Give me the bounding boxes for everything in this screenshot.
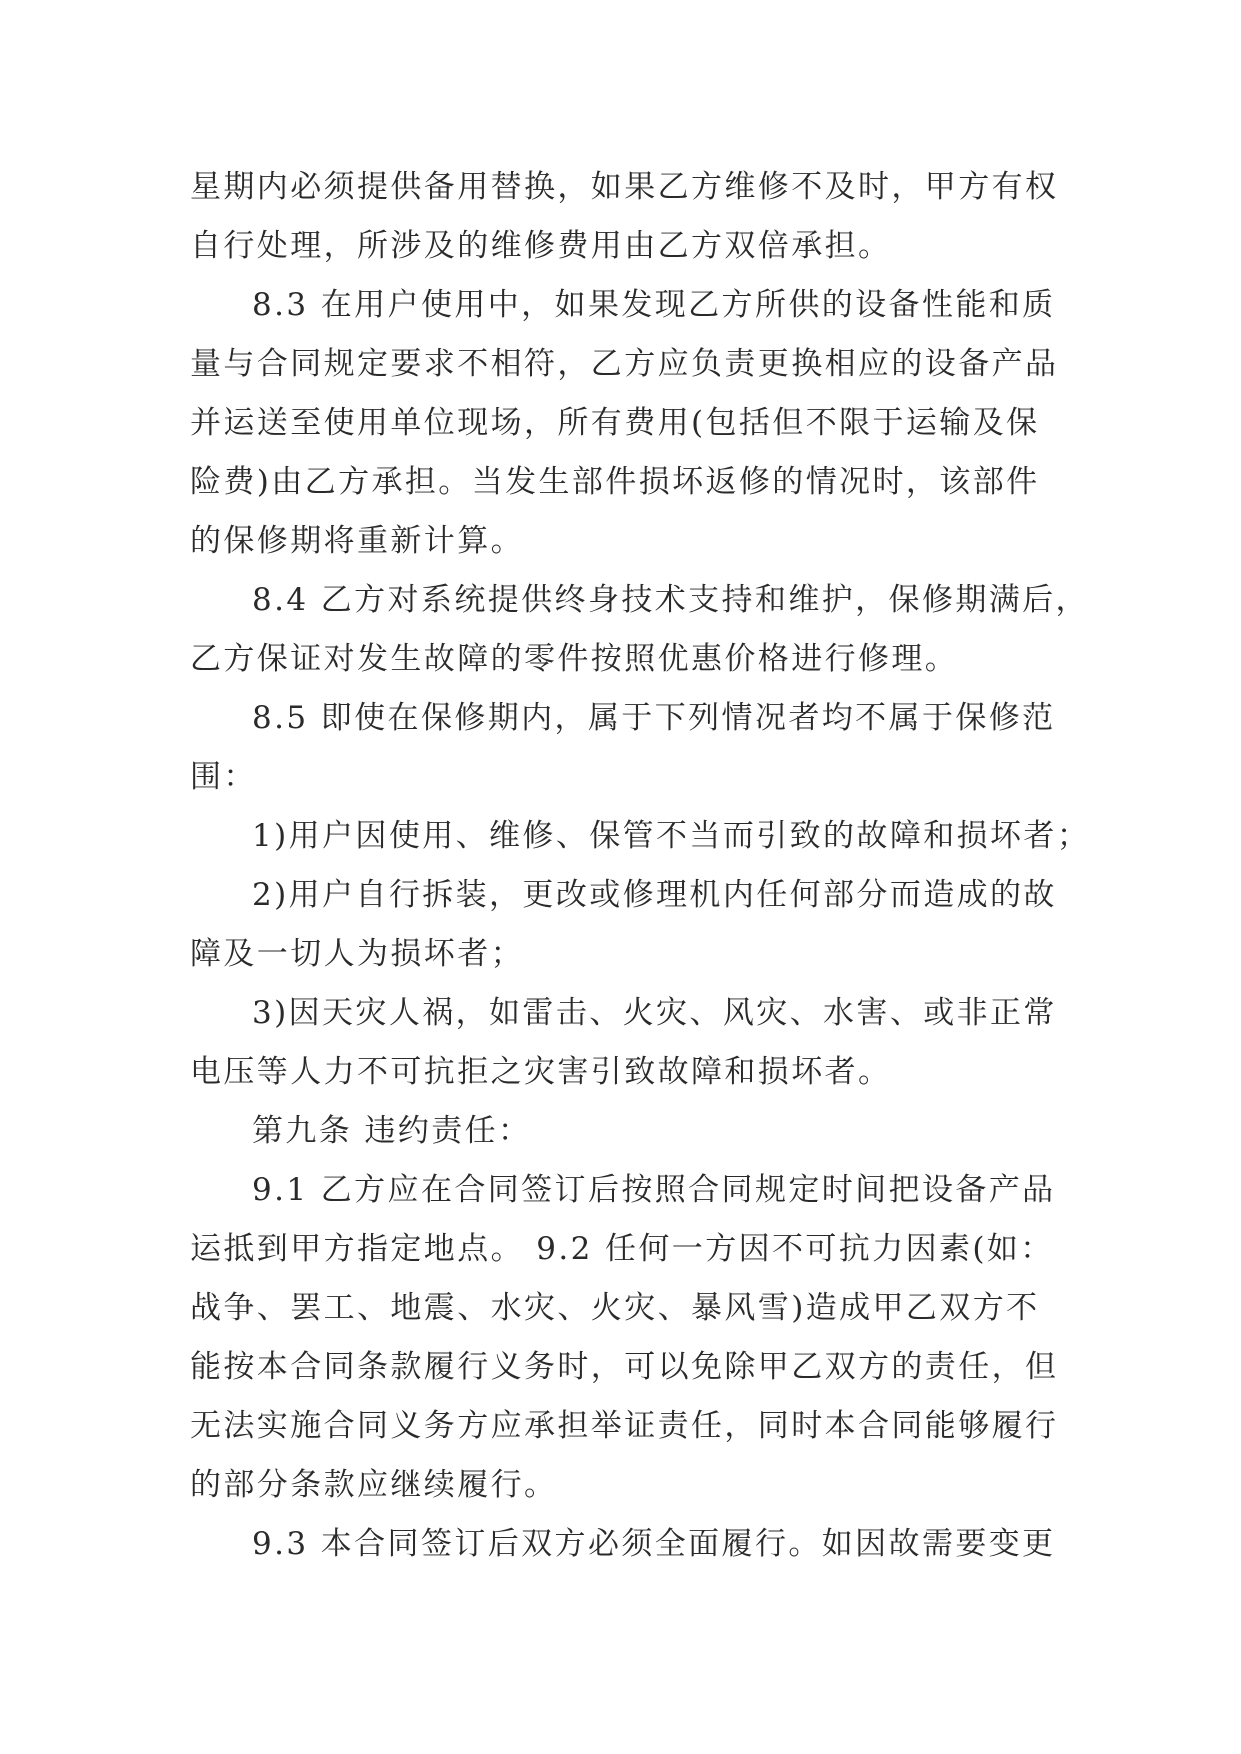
text-line: 围：	[190, 759, 257, 795]
text-line: 战争、罢工、地震、水灾、火灾、暴风雪)造成甲乙双方不	[190, 1290, 1040, 1326]
clause-9-1-line: 9.1 乙方应在合同签订后按照合同规定时间把设备产品	[252, 1172, 1056, 1208]
list-item-2-line: 2)用户自行拆装，更改或修理机内任何部分而造成的故	[252, 877, 1057, 913]
article-9-heading: 第九条 违约责任：	[252, 1113, 532, 1149]
text-line: 乙方保证对发生故障的零件按照优惠价格进行修理。	[190, 641, 959, 677]
contract-text-body	[190, 158, 1091, 1574]
text-line: 电压等人力不可抗拒之灾害引致故障和损坏者。	[190, 1054, 892, 1090]
text-line: 无法实施合同义务方应承担举证责任，同时本合同能够履行	[190, 1408, 1059, 1444]
clause-8-5-line: 8.5 即使在保修期内，属于下列情况者均不属于保修范	[252, 700, 1056, 736]
text-line: 自行处理，所涉及的维修费用由乙方双倍承担。	[190, 228, 892, 264]
text-line: 的保修期将重新计算。	[190, 523, 524, 559]
text-line: 险费)由乙方承担。当发生部件损坏返修的情况时，该部件	[190, 464, 1040, 500]
text-line: 星期内必须提供备用替换，如果乙方维修不及时，甲方有权	[190, 169, 1059, 205]
list-item-3-line: 3)因天灾人祸，如雷击、火灾、风灾、水害、或非正常	[252, 995, 1057, 1031]
text-line: 障及一切人为损坏者；	[190, 936, 524, 972]
clause-9-3-line: 9.3 本合同签订后双方必须全面履行。如因故需要变更	[252, 1526, 1056, 1562]
text-line: 并运送至使用单位现场，所有费用(包括但不限于运输及保	[190, 405, 1040, 441]
clause-8-4-line: 8.4 乙方对系统提供终身技术支持和维护，保修期满后，	[252, 582, 1089, 618]
list-item-1-line: 1)用户因使用、维修、保管不当而引致的故障和损坏者；	[252, 818, 1091, 854]
text-line: 量与合同规定要求不相符，乙方应负责更换相应的设备产品	[190, 346, 1059, 382]
clause-8-3-line: 8.3 在用户使用中，如果发现乙方所供的设备性能和质	[252, 287, 1056, 323]
text-line: 的部分条款应继续履行。	[190, 1467, 558, 1503]
text-line: 能按本合同条款履行义务时，可以免除甲乙双方的责任，但	[190, 1349, 1059, 1385]
text-line: 运抵到甲方指定地点。 9.2 任何一方因不可抗力因素(如：	[190, 1231, 1054, 1267]
